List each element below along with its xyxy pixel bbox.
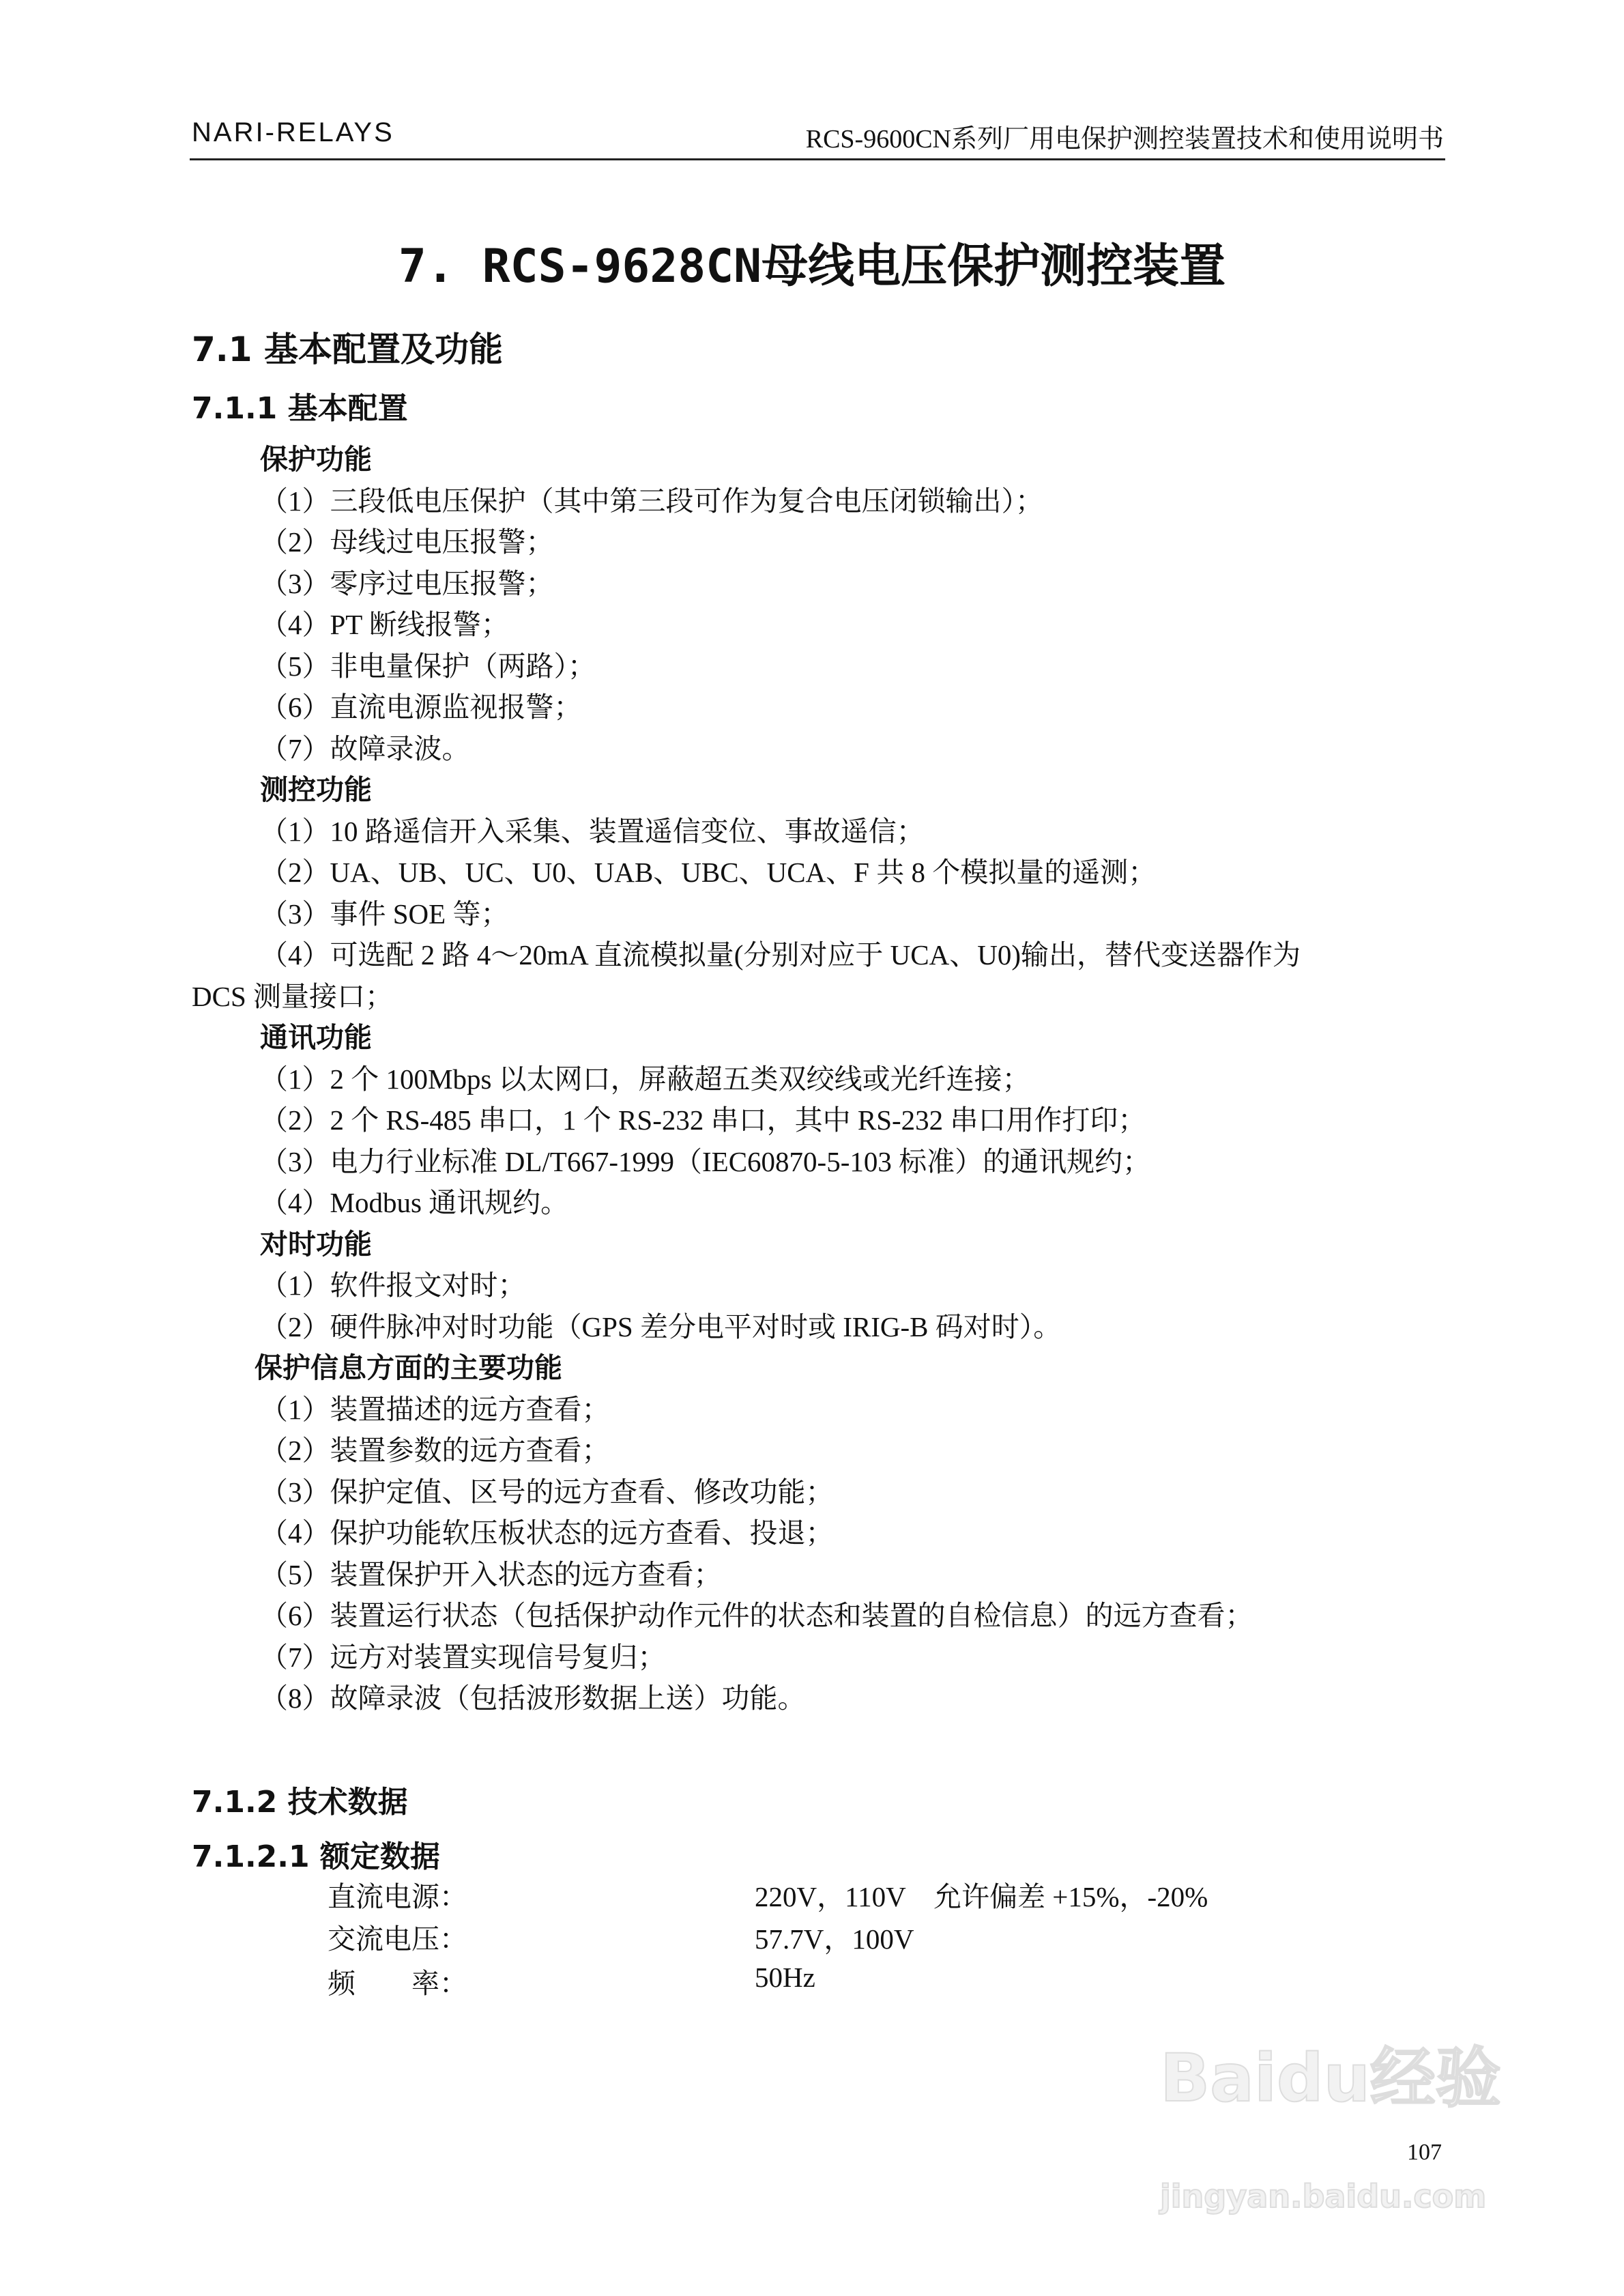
watermark-url: jingyan.baidu.com <box>1160 2178 1487 2215</box>
list-item: （1）三段低电压保护（其中第三段可作为复合电压闭锁输出）； <box>260 485 1043 517</box>
spec-value: 50Hz <box>755 1962 815 1993</box>
list-item: （1）装置描述的远方查看； <box>260 1393 610 1425</box>
list-item: （5）非电量保护（两路）； <box>260 650 596 682</box>
group-title: 测控功能 <box>260 773 372 806</box>
baidu-watermark <box>1160 2041 1542 2232</box>
section-heading-7-1-1: 7.1.1 基本配置 <box>192 391 408 426</box>
spec-label: 交流电压： <box>328 1923 467 1955</box>
header-left: NARI-RELAYS <box>192 117 394 147</box>
page-number: 107 <box>1407 2140 1442 2165</box>
section-heading-7-1: 7.1 基本配置及功能 <box>192 330 503 369</box>
list-item: （3）电力行业标准 DL/T667-1999（IEC60870-5-103 标准）的通讯规约； <box>260 1145 1151 1177</box>
group-title: 对时功能 <box>260 1227 372 1261</box>
list-item: （1）10 路遥信开入采集、装置遥信变位、事故遥信； <box>260 815 925 847</box>
spec-row <box>328 1961 815 2001</box>
list-item: （4）保护功能软压板状态的远方查看、投退； <box>260 1517 834 1549</box>
spec-row <box>328 1917 914 1957</box>
group-title: 保护信息方面的主要功能 <box>255 1351 562 1384</box>
list-item: （6）装置运行状态（包括保护动作元件的状态和装置的自检信息）的远方查看； <box>260 1600 1253 1631</box>
list-item: （5）装置保护开入状态的远方查看； <box>260 1558 722 1590</box>
list-item: （6）直流电源监视报警； <box>260 691 582 723</box>
list-item: （2）2 个 RS-485 串口，1 个 RS-232 串口，其中 RS-232 串口用作打印； <box>260 1104 1146 1136</box>
list-item: （4）Modbus 通讯规约。 <box>260 1187 569 1218</box>
section-heading-7-1-2-1: 7.1.2.1 额定数据 <box>192 1839 440 1874</box>
page-title: 7. RCS-9628CN母线电压保护测控装置 <box>398 240 1226 293</box>
list-item-continuation: DCS 测量接口； <box>192 980 394 1012</box>
spec-label: 频 率： <box>328 1968 467 1999</box>
list-item: （2）装置参数的远方查看； <box>260 1435 610 1466</box>
header-right: RCS-9600CN系列厂用电保护测控装置技术和使用说明书 <box>805 125 1444 154</box>
list-item: （1）2 个 100Mbps 以太网口，屏蔽超五类双绞线或光纤连接； <box>260 1063 1030 1095</box>
spec-label: 直流电源： <box>328 1881 467 1912</box>
list-item: （4）PT 断线报警； <box>260 609 509 640</box>
list-item: （8）故障录波（包括波形数据上送）功能。 <box>260 1682 806 1714</box>
list-item: （3）事件 SOE 等； <box>260 898 509 930</box>
header-rule <box>190 158 1445 160</box>
basic-config-list <box>192 439 1447 1719</box>
group-title: 保护功能 <box>260 443 372 476</box>
list-item: （3）保护定值、区号的远方查看、修改功能； <box>260 1476 834 1508</box>
list-item: （2）硬件脉冲对时功能（GPS 差分电平对时或 IRIG-B 码对时）。 <box>260 1310 1062 1343</box>
section-heading-7-1-2: 7.1.2 技术数据 <box>192 1785 408 1820</box>
list-item: （3）零序过电压报警； <box>260 567 554 599</box>
group-title: 通讯功能 <box>260 1021 372 1054</box>
list-item: （7）远方对装置实现信号复归； <box>260 1641 666 1673</box>
list-item: （7）故障录波。 <box>260 732 470 764</box>
list-item: （1）软件报文对时； <box>260 1269 526 1301</box>
list-item: （2）母线过电压报警； <box>260 526 554 558</box>
spec-value: 220V，110V 允许偏差 +15%，-20% <box>755 1881 1208 1912</box>
watermark-logo: Baidu经验 <box>1160 2040 1501 2116</box>
spec-row <box>328 1874 1208 1914</box>
spec-value: 57.7V，100V <box>755 1923 914 1955</box>
list-item: （2）UA、UB、UC、U0、UAB、UBC、UCA、F 共 8 个模拟量的遥测； <box>260 857 1157 888</box>
list-item: （4）可选配 2 路 4～20mA 直流模拟量(分别对应于 UCA、U0)输出，替代变送器作为 <box>260 939 1301 971</box>
